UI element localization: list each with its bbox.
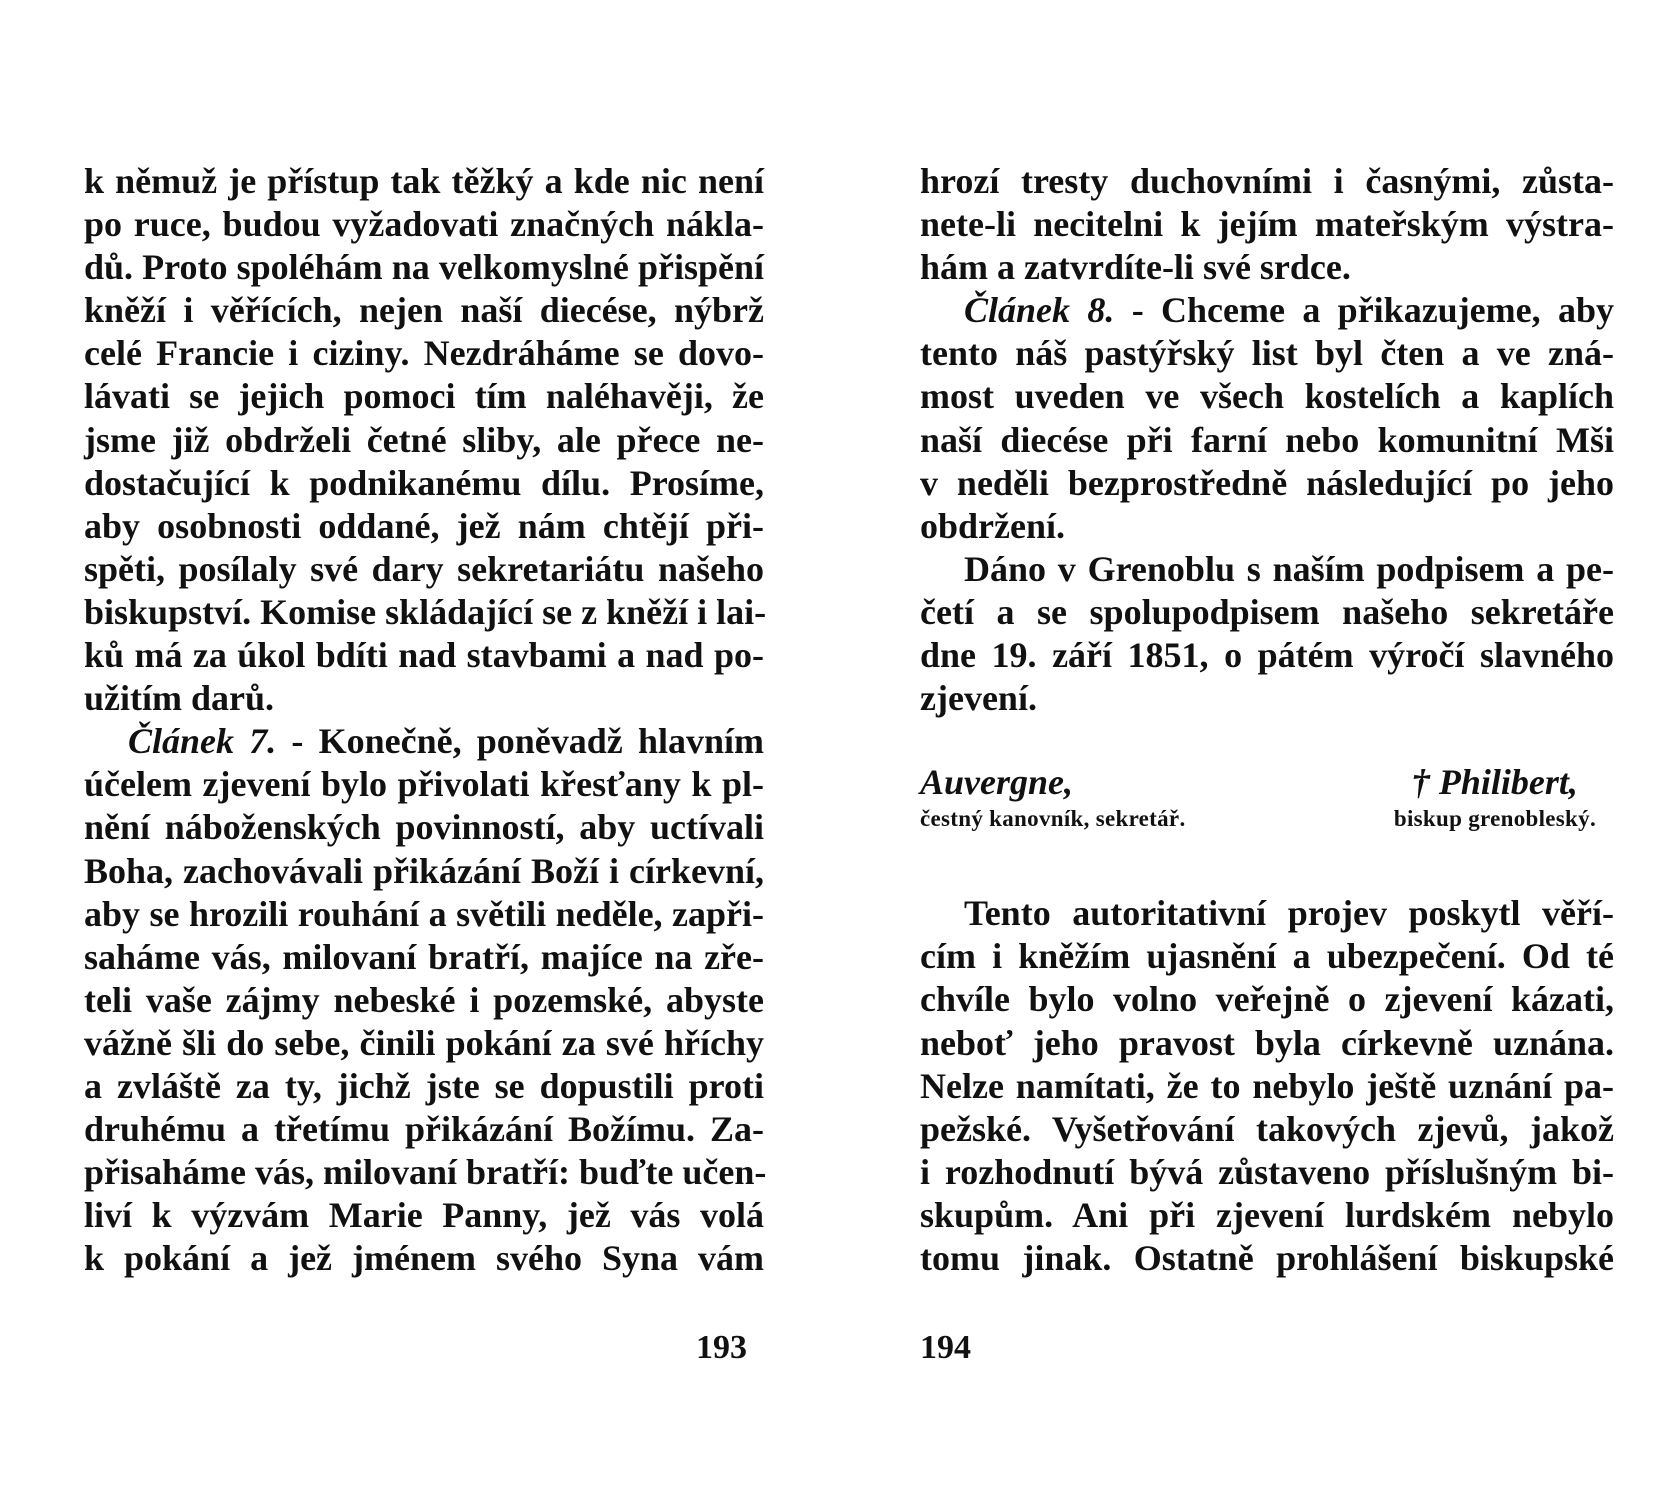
commentary-paragraph bbox=[920, 892, 1614, 1280]
text-line: ků má za úkol bdíti nad stavbami a nad po- bbox=[84, 635, 764, 676]
text-line: k němuž je přístup tak těžký a kde nic není bbox=[84, 161, 764, 201]
text-line: chvíle bylo volno veřejně o zjevení kázati, bbox=[920, 979, 1614, 1020]
text-line: Nelze namítati, že to nebylo ještě uznání pa- bbox=[920, 1065, 1614, 1106]
text-line: lávati se jejich pomoci tím naléhavěji, že bbox=[84, 376, 764, 417]
article-8-text: - Chceme a přikazujeme, aby bbox=[1114, 290, 1614, 331]
text-line: kněží i věřících, nejen naší diecése, nýbrž bbox=[84, 290, 764, 331]
page-number-left: 193 bbox=[696, 1329, 747, 1366]
text-line: Dáno v Grenoblu s naším podpisem a pe- bbox=[964, 548, 1614, 589]
text-line: tento náš pastýřský list byl čten a ve zná- bbox=[920, 333, 1614, 374]
text-line: dů. Proto spoléhám na velkomyslné přispění bbox=[84, 247, 764, 288]
text-line: četí a se spolupodpisem našeho sekretáře bbox=[920, 591, 1614, 632]
signature-block bbox=[920, 760, 1614, 834]
text-line: a zvláště za ty, jichž jste se dopustili proti bbox=[84, 1065, 764, 1106]
bishop-title: biskup grenobleský. bbox=[1393, 806, 1596, 832]
page-number-right: 194 bbox=[920, 1329, 971, 1366]
article-7-label: Článek 7. bbox=[128, 721, 277, 762]
text-line: pežské. Vyšetřování takových zjevů, jakož bbox=[920, 1108, 1614, 1149]
text-line: druhému a třetímu přikázání Božímu. Za- bbox=[84, 1109, 764, 1150]
text-line: zjevení. bbox=[920, 678, 1037, 719]
text-line: aby osobnosti oddané, jež nám chtějí při- bbox=[84, 505, 764, 546]
text-line: dostačující k podnikanému dílu. Prosíme, bbox=[84, 462, 764, 503]
spacer bbox=[920, 834, 1614, 892]
text-line: cím i kněžím ujasnění a ubezpečení. Od té bbox=[920, 936, 1614, 977]
secretary-title: čestný kanovník, sekretář. bbox=[920, 806, 1186, 832]
text-line: saháme vás, milovaní bratří, majíce na zře- bbox=[84, 936, 764, 977]
text-line: užitím darů. bbox=[84, 678, 275, 719]
bishop-signature bbox=[1394, 760, 1614, 834]
text-line: účelem zjevení bylo přivolati křesťany k pl- bbox=[84, 764, 764, 805]
text-line: k pokání a jež jménem svého Syna vám bbox=[84, 1238, 764, 1279]
text-line: naší diecése při farní nebo komunitní Mši bbox=[920, 419, 1614, 460]
text-line: tomu jinak. Ostatně prohlášení biskupské bbox=[920, 1237, 1614, 1278]
text-line: hám a zatvrdíte-li své srdce. bbox=[920, 247, 1351, 288]
right-page bbox=[920, 160, 1614, 1280]
text-line: celé Francie i ciziny. Nezdráháme se dovo- bbox=[84, 333, 764, 374]
text-line: liví k výzvám Marie Panny, jež vás volá bbox=[84, 1195, 764, 1236]
text-line: vážně šli do sebe, činili pokání za své hříchy bbox=[84, 1022, 764, 1063]
text-line: skupům. Ani při zjevení lurdském nebylo bbox=[920, 1194, 1614, 1235]
secretary-name: Auvergne, bbox=[920, 762, 1073, 803]
text-line: Boha, zachovávali přikázání Boží i církevní, bbox=[84, 850, 764, 891]
text-line: dne 19. září 1851, o pátém výročí slavného bbox=[920, 635, 1614, 676]
article-7-text: - Konečně, poněvadž hlavním bbox=[276, 721, 765, 762]
secretary-signature bbox=[920, 760, 1186, 834]
text-line: obdržení. bbox=[920, 505, 1066, 546]
text-line: nete-li necitelni k jejím mateřským výstra- bbox=[920, 204, 1614, 245]
text-line: hrozí tresty duchovními i časnými, zůsta- bbox=[920, 161, 1614, 201]
text-line: v neděli bezprostředně následující po jeho bbox=[920, 462, 1614, 503]
bishop-name: † Philibert, bbox=[1411, 762, 1578, 803]
text-line: aby se hrozili rouhání a světili neděle, zapři- bbox=[84, 893, 764, 934]
left-page bbox=[84, 160, 767, 1280]
left-page-body bbox=[84, 160, 767, 1280]
text-line: most uveden ve všech kostelích a kaplích bbox=[920, 376, 1614, 417]
text-line: po ruce, budou vyžadovati značných nákla- bbox=[84, 204, 764, 245]
text-line: neboť jeho pravost byla církevně uznána. bbox=[920, 1022, 1614, 1063]
text-line: nění náboženských povinností, aby uctívali bbox=[84, 807, 764, 848]
article-8-first-line bbox=[920, 289, 1614, 332]
spacer bbox=[920, 720, 1614, 760]
article-7-first-line bbox=[84, 720, 764, 763]
text-line: spěti, posílaly své dary sekretariátu našeho bbox=[84, 548, 764, 589]
text-line: přisaháme vás, milovaní bratří: buďte učen- bbox=[84, 1152, 767, 1193]
text-line: i rozhodnutí bývá zůstaveno příslušným bi- bbox=[920, 1151, 1614, 1192]
text-line: biskupství. Komise skládající se z kněží i lai- bbox=[84, 591, 767, 632]
article-8-label: Článek 8. bbox=[964, 290, 1115, 331]
text-line: teli vaše zájmy nebeské i pozemské, abyste bbox=[84, 979, 764, 1020]
text-line: Tento autoritativní projev poskytl věří- bbox=[964, 893, 1614, 934]
right-page-body bbox=[920, 160, 1614, 720]
text-line: jsme již obdrželi četné sliby, ale přece ne- bbox=[84, 419, 764, 460]
